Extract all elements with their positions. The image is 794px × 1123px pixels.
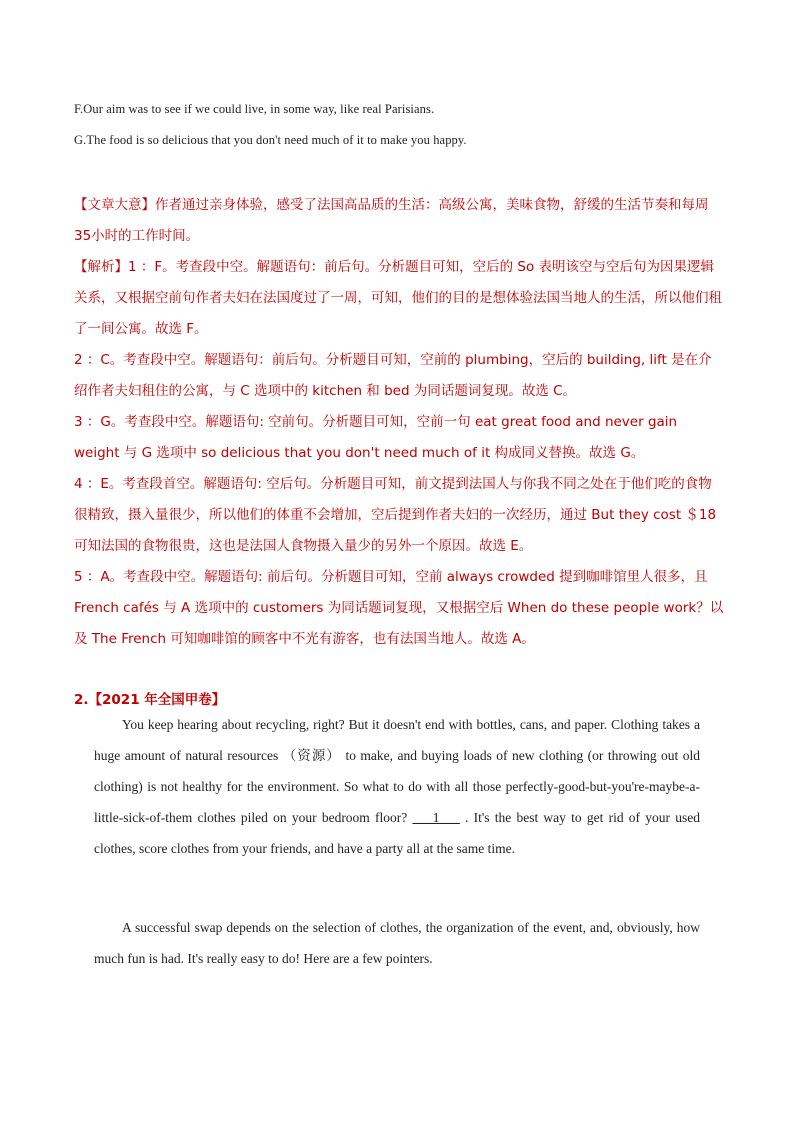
summary-block: [74, 190, 724, 252]
option-g: G.The food is so delicious that you don't need much of it to make you happy.: [74, 133, 467, 147]
analysis-item-2: 2 ：C。考查段中空。解题语句：前后句。分析题目可知，空前的 plumbing，空后的 building, lift 是在介绍作者夫妇租住的公寓，与 C 选项中的 kitchen 和 bed 为同话题词复现。故选 C。: [74, 352, 712, 399]
blank-1: ___1___: [412, 810, 460, 825]
analysis-item-3: 3 ：G。考查段中空。解题语句: 空前句。分析题目可知，空前一句 eat great food and never gain weight 与 G 选项中 so delicious that you don't need much of it 构成同义替换。故选 G。: [74, 414, 678, 461]
option-f: F.Our aim was to see if we could live, in some way, like real Parisians.: [74, 102, 435, 116]
analysis-text-1: 1 ：F。考查段中空。解题语句：前后句。分析题目可知，空后的 So 表明该空与空后句为因果逻辑关系，又根据空前句作者夫妇在法国度过了一周，可知，他们的目的是想体验法国当地人的生活，所以他们租了一间公寓。故选 F。: [74, 259, 722, 337]
passage-paragraph-2: A successful swap depends on the selection of clothes, the organization of the event, and, obviously, how much fun is had. It's really easy to do! Here are a few pointers.: [94, 920, 700, 966]
analysis-item-1: [74, 252, 724, 345]
analysis-label: 【解析】: [74, 259, 128, 275]
summary-label: 【文章大意】: [74, 197, 155, 213]
passage-paragraph-1: [94, 709, 700, 864]
analysis-item-4: 4 ：E。考查段首空。解题语句: 空后句。分析题目可知，前文提到法国人与你我不同之处在于他们吃的食物很精致，摄入量很少，所以他们的体重不会增加，空后提到作者夫妇的一次经历，通过 But they cost ＄18 可知法国的食物很贵，这也是法国人食物摄入量少的另外一个原因。故选 E。: [74, 476, 717, 554]
passage-p1-part-b: . It's the best way to get rid of your used clothes, score clothes from your friends, and have a party all at the same time.: [94, 810, 700, 856]
passage-p1-part-a: You keep hearing about recycling, right? But it doesn't end with bottles, cans, and paper. Clothing takes a huge amount of natural resources （资源） to make, and buying loads of new clothing (or throwing out old clothing) is not healthy for the environment. So what to do with all those perfectly-good-but-you're-maybe-a-little-sick-of-them clothes piled on your bedroom floor?: [94, 717, 700, 825]
question-2-header: 2.【2021 年全国甲卷】: [74, 692, 226, 708]
summary-text: 作者通过亲身体验，感受了法国高品质的生活：高级公寓，美味食物，舒缓的生活节奏和每周35小时的工作时间。: [74, 197, 709, 244]
analysis-item-5: 5 ：A。考查段中空。解题语句: 前后句。分析题目可知，空前 always crowded 提到咖啡馆里人很多，且 French cafés 与 A 选项中的 customers 为同话题词复现，又根据空后 When do these people work？以及 The French 可知咖啡馆的顾客中不光有游客，也有法国当地人。故选 A。: [74, 569, 724, 647]
